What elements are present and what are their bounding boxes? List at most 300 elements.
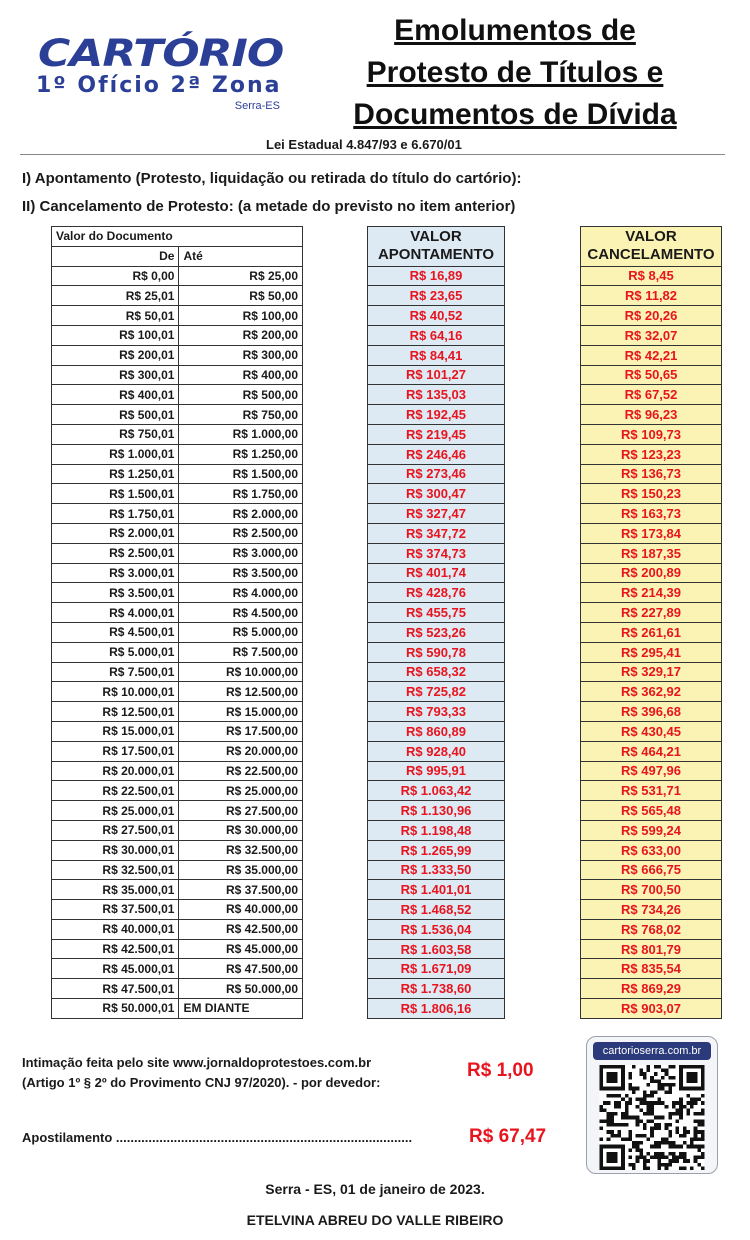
apontamento-value: R$ 860,89 [368, 721, 505, 741]
table-row [368, 286, 505, 306]
table-row [368, 365, 505, 385]
table-row [581, 919, 722, 939]
cancelamento-value: R$ 20,26 [581, 306, 722, 326]
cancelamento-value: R$ 903,07 [581, 999, 722, 1019]
range-from: R$ 300,01 [52, 365, 179, 385]
apontamento-value: R$ 455,75 [368, 603, 505, 623]
table-row [52, 543, 303, 563]
table-row [52, 603, 303, 623]
table-row [368, 761, 505, 781]
apontamento-value: R$ 192,45 [368, 405, 505, 425]
title-line-2: Protesto de Títulos e [366, 56, 664, 89]
table-row [581, 583, 722, 603]
table-row [52, 741, 303, 761]
cancelamento-value: R$ 227,89 [581, 603, 722, 623]
qr-code-icon[interactable] [597, 1065, 707, 1170]
table-row [52, 721, 303, 741]
table-row [368, 484, 505, 504]
apontamento-value: R$ 16,89 [368, 266, 505, 286]
range-from: R$ 32.500,01 [52, 860, 179, 880]
apontamento-value: R$ 1.265,99 [368, 840, 505, 860]
table-row [52, 880, 303, 900]
cancelamento-value: R$ 801,79 [581, 939, 722, 959]
table-row [368, 662, 505, 682]
cancelamento-value: R$ 42,21 [581, 345, 722, 365]
table-row [368, 266, 505, 286]
apontamento-value: R$ 246,46 [368, 444, 505, 464]
table-row [368, 860, 505, 880]
table-row [581, 266, 722, 286]
table-row [581, 999, 722, 1019]
apontamento-value: R$ 1.063,42 [368, 781, 505, 801]
apontamento-value: R$ 23,65 [368, 286, 505, 306]
apontamento-value: R$ 995,91 [368, 761, 505, 781]
range-to: R$ 12.500,00 [179, 682, 303, 702]
table-row [52, 286, 303, 306]
range-to: R$ 100,00 [179, 306, 303, 326]
table-row [581, 286, 722, 306]
range-from: R$ 30.000,01 [52, 840, 179, 860]
cancelamento-value: R$ 173,84 [581, 523, 722, 543]
apontamento-value: R$ 219,45 [368, 424, 505, 444]
apontamento-value: R$ 428,76 [368, 583, 505, 603]
apontamento-value: R$ 658,32 [368, 662, 505, 682]
cancelamento-value: R$ 187,35 [581, 543, 722, 563]
range-to: R$ 1.000,00 [179, 424, 303, 444]
cancelamento-value: R$ 768,02 [581, 919, 722, 939]
cancelamento-value: R$ 136,73 [581, 464, 722, 484]
table-row [581, 642, 722, 662]
range-from: R$ 750,01 [52, 424, 179, 444]
cancelamento-value: R$ 700,50 [581, 880, 722, 900]
apontamento-value: R$ 1.198,48 [368, 820, 505, 840]
table-row [581, 840, 722, 860]
table-row [368, 563, 505, 583]
apontamento-value: R$ 374,73 [368, 543, 505, 563]
range-to: R$ 42.500,00 [179, 919, 303, 939]
apontamento-header [368, 227, 505, 267]
table-row [581, 682, 722, 702]
range-to: R$ 7.500,00 [179, 642, 303, 662]
cancelamento-value: R$ 200,89 [581, 563, 722, 583]
range-to: R$ 200,00 [179, 325, 303, 345]
table-row [52, 919, 303, 939]
table-row [52, 424, 303, 444]
apontamento-value: R$ 1.333,50 [368, 860, 505, 880]
table-header-label: Valor do Documento [52, 227, 303, 247]
table-row [368, 801, 505, 821]
range-from: R$ 27.500,01 [52, 820, 179, 840]
table-row [52, 405, 303, 425]
table-row [52, 662, 303, 682]
table-row [581, 900, 722, 920]
apontamento-header-line-2: APONTAMENTO [377, 246, 495, 264]
cancelamento-value: R$ 32,07 [581, 325, 722, 345]
column-header-de: De [52, 246, 179, 266]
range-from: R$ 50.000,01 [52, 999, 179, 1019]
cancelamento-table [580, 226, 722, 1019]
cancelamento-value: R$ 666,75 [581, 860, 722, 880]
cancelamento-value: R$ 599,24 [581, 820, 722, 840]
cancelamento-value: R$ 869,29 [581, 979, 722, 999]
document-value-table [51, 226, 303, 1019]
table-row [581, 781, 722, 801]
range-from: R$ 17.500,01 [52, 741, 179, 761]
date-line: Serra - ES, 01 de janeiro de 2023. [265, 1181, 485, 1197]
range-to: R$ 50,00 [179, 286, 303, 306]
range-from: R$ 10.000,01 [52, 682, 179, 702]
table-row [52, 365, 303, 385]
range-to: R$ 25.000,00 [179, 781, 303, 801]
table-row [52, 504, 303, 524]
range-from: R$ 1.750,01 [52, 504, 179, 524]
apontamento-value: R$ 1.468,52 [368, 900, 505, 920]
table-row [581, 603, 722, 623]
range-to: R$ 22.500,00 [179, 761, 303, 781]
table-row [52, 563, 303, 583]
range-to: R$ 25,00 [179, 266, 303, 286]
table-row [52, 820, 303, 840]
table-row [581, 424, 722, 444]
cancelamento-value: R$ 163,73 [581, 504, 722, 524]
table-row [368, 900, 505, 920]
apontamento-value: R$ 64,16 [368, 325, 505, 345]
apontamento-value: R$ 1.130,96 [368, 801, 505, 821]
range-to: R$ 3.000,00 [179, 543, 303, 563]
apostilamento-value: R$ 67,47 [469, 1126, 547, 1147]
range-to: EM DIANTE [179, 999, 303, 1019]
apontamento-value: R$ 725,82 [368, 682, 505, 702]
range-from: R$ 3.500,01 [52, 583, 179, 603]
range-from: R$ 1.000,01 [52, 444, 179, 464]
apontamento-value: R$ 1.738,60 [368, 979, 505, 999]
range-from: R$ 20.000,01 [52, 761, 179, 781]
range-from: R$ 35.000,01 [52, 880, 179, 900]
range-to: R$ 15.000,00 [179, 702, 303, 722]
column-header-ate: Até [179, 246, 303, 266]
cancelamento-value: R$ 734,26 [581, 900, 722, 920]
table-row [52, 266, 303, 286]
table-row [368, 464, 505, 484]
cancelamento-value: R$ 362,92 [581, 682, 722, 702]
table-row [368, 682, 505, 702]
range-to: R$ 300,00 [179, 345, 303, 365]
title-line-1: Emolumentos de [394, 14, 636, 47]
law-reference: Lei Estadual 4.847/93 e 6.670/01 [266, 137, 462, 152]
apostilamento-label: Apostilamento .................................................................................. [22, 1130, 413, 1145]
table-row [581, 662, 722, 682]
table-row [368, 424, 505, 444]
table-row [581, 702, 722, 722]
cancelamento-value: R$ 396,68 [581, 702, 722, 722]
table-row [52, 583, 303, 603]
range-from: R$ 4.000,01 [52, 603, 179, 623]
range-from: R$ 42.500,01 [52, 939, 179, 959]
apontamento-value: R$ 84,41 [368, 345, 505, 365]
table-row [581, 365, 722, 385]
cancelamento-value: R$ 109,73 [581, 424, 722, 444]
apontamento-value: R$ 101,27 [368, 365, 505, 385]
range-from: R$ 25,01 [52, 286, 179, 306]
table-row [581, 543, 722, 563]
range-from: R$ 500,01 [52, 405, 179, 425]
apontamento-value: R$ 1.536,04 [368, 919, 505, 939]
range-to: R$ 45.000,00 [179, 939, 303, 959]
apontamento-header-line-1: VALOR [410, 228, 462, 246]
range-from: R$ 1.500,01 [52, 484, 179, 504]
title-line-3: Documentos de Dívida [353, 98, 677, 131]
cancelamento-value: R$ 123,23 [581, 444, 722, 464]
table-row [52, 781, 303, 801]
range-to: R$ 27.500,00 [179, 801, 303, 821]
apontamento-value: R$ 327,47 [368, 504, 505, 524]
intimacao-text [22, 1053, 380, 1093]
range-to: R$ 20.000,00 [179, 741, 303, 761]
logo-office: 1º Ofício 2ª Zona [36, 73, 282, 98]
table-row [52, 306, 303, 326]
apontamento-value: R$ 928,40 [368, 741, 505, 761]
table-row [368, 702, 505, 722]
table-row [581, 484, 722, 504]
range-from: R$ 200,01 [52, 345, 179, 365]
range-from: R$ 25.000,01 [52, 801, 179, 821]
table-row [52, 900, 303, 920]
apontamento-value: R$ 793,33 [368, 702, 505, 722]
range-to: R$ 10.000,00 [179, 662, 303, 682]
cancelamento-header-line-1: VALOR [625, 228, 677, 246]
cancelamento-value: R$ 150,23 [581, 484, 722, 504]
range-from: R$ 0,00 [52, 266, 179, 286]
intimacao-value: R$ 1,00 [467, 1060, 534, 1081]
apontamento-value: R$ 1.671,09 [368, 959, 505, 979]
table-row [52, 484, 303, 504]
table-row [52, 682, 303, 702]
table-row [52, 959, 303, 979]
table-row [368, 959, 505, 979]
table-row [368, 345, 505, 365]
cancelamento-value: R$ 565,48 [581, 801, 722, 821]
table-row [52, 761, 303, 781]
cancelamento-value: R$ 464,21 [581, 741, 722, 761]
apontamento-value: R$ 1.401,01 [368, 880, 505, 900]
range-to: R$ 35.000,00 [179, 860, 303, 880]
range-to: R$ 3.500,00 [179, 563, 303, 583]
cancelamento-value: R$ 295,41 [581, 642, 722, 662]
range-to: R$ 400,00 [179, 365, 303, 385]
range-from: R$ 12.500,01 [52, 702, 179, 722]
table-row [368, 840, 505, 860]
apontamento-value: R$ 401,74 [368, 563, 505, 583]
table-row [581, 622, 722, 642]
cancelamento-value: R$ 50,65 [581, 365, 722, 385]
cancelamento-header [581, 227, 722, 267]
qr-card[interactable] [586, 1036, 718, 1174]
table-row [368, 721, 505, 741]
table-row [368, 979, 505, 999]
range-from: R$ 37.500,01 [52, 900, 179, 920]
table-row [581, 979, 722, 999]
table-row [52, 345, 303, 365]
page-title [330, 10, 700, 136]
apontamento-value: R$ 40,52 [368, 306, 505, 326]
table-row [368, 741, 505, 761]
table-row [368, 880, 505, 900]
table-row [581, 721, 722, 741]
table-row [52, 464, 303, 484]
apontamento-value: R$ 347,72 [368, 523, 505, 543]
table-row [52, 444, 303, 464]
range-from: R$ 100,01 [52, 325, 179, 345]
table-row [52, 523, 303, 543]
divider [20, 154, 725, 155]
table-row [368, 642, 505, 662]
logo-city: Serra-ES [234, 100, 280, 112]
cartorio-logo [36, 30, 286, 120]
range-to: R$ 750,00 [179, 405, 303, 425]
range-to: R$ 4.500,00 [179, 603, 303, 623]
table-row [581, 385, 722, 405]
apontamento-value: R$ 1.603,58 [368, 939, 505, 959]
range-to: R$ 1.750,00 [179, 484, 303, 504]
table-row [368, 405, 505, 425]
table-row [52, 840, 303, 860]
range-from: R$ 2.000,01 [52, 523, 179, 543]
table-row [581, 939, 722, 959]
table-row [52, 642, 303, 662]
range-to: R$ 32.500,00 [179, 840, 303, 860]
cancelamento-value: R$ 329,17 [581, 662, 722, 682]
range-from: R$ 15.000,01 [52, 721, 179, 741]
table-row [368, 622, 505, 642]
range-to: R$ 47.500,00 [179, 959, 303, 979]
logo-wordmark: CARTÓRIO [38, 32, 284, 76]
range-to: R$ 30.000,00 [179, 820, 303, 840]
range-to: R$ 50.000,00 [179, 979, 303, 999]
table-row [368, 999, 505, 1019]
range-from: R$ 3.000,01 [52, 563, 179, 583]
range-to: R$ 500,00 [179, 385, 303, 405]
range-from: R$ 5.000,01 [52, 642, 179, 662]
table-row [581, 444, 722, 464]
table-row [581, 523, 722, 543]
table-row [581, 405, 722, 425]
apontamento-value: R$ 273,46 [368, 464, 505, 484]
table-row [52, 999, 303, 1019]
item-cancelamento: II) Cancelamento de Protesto: (a metade do previsto no item anterior) [22, 198, 516, 215]
range-from: R$ 7.500,01 [52, 662, 179, 682]
table-row [52, 702, 303, 722]
cancelamento-value: R$ 214,39 [581, 583, 722, 603]
table-row [368, 444, 505, 464]
range-from: R$ 47.500,01 [52, 979, 179, 999]
table-row [368, 820, 505, 840]
range-to: R$ 2.500,00 [179, 523, 303, 543]
cancelamento-value: R$ 8,45 [581, 266, 722, 286]
intimacao-line-1: Intimação feita pelo site www.jornaldoprotestoes.com.br [22, 1055, 372, 1070]
cancelamento-value: R$ 96,23 [581, 405, 722, 425]
range-from: R$ 50,01 [52, 306, 179, 326]
range-to: R$ 40.000,00 [179, 900, 303, 920]
table-row [52, 979, 303, 999]
cancelamento-value: R$ 261,61 [581, 622, 722, 642]
table-row [52, 801, 303, 821]
table-row [368, 603, 505, 623]
cancelamento-value: R$ 430,45 [581, 721, 722, 741]
table-row [581, 306, 722, 326]
table-row [368, 919, 505, 939]
table-row [581, 880, 722, 900]
range-from: R$ 400,01 [52, 385, 179, 405]
table-row [368, 385, 505, 405]
table-row [368, 325, 505, 345]
range-to: R$ 1.500,00 [179, 464, 303, 484]
website-label[interactable]: cartorioserra.com.br [593, 1042, 711, 1060]
apontamento-value: R$ 590,78 [368, 642, 505, 662]
table-row [581, 563, 722, 583]
range-to: R$ 5.000,00 [179, 622, 303, 642]
table-row [52, 325, 303, 345]
table-row [581, 820, 722, 840]
table-row [52, 939, 303, 959]
table-row [368, 781, 505, 801]
cancelamento-value: R$ 835,54 [581, 959, 722, 979]
range-from: R$ 4.500,01 [52, 622, 179, 642]
table-row [52, 622, 303, 642]
range-to: R$ 37.500,00 [179, 880, 303, 900]
table-row [581, 959, 722, 979]
table-row [581, 801, 722, 821]
cancelamento-value: R$ 11,82 [581, 286, 722, 306]
table-row [368, 306, 505, 326]
apontamento-value: R$ 300,47 [368, 484, 505, 504]
range-from: R$ 40.000,01 [52, 919, 179, 939]
range-to: R$ 4.000,00 [179, 583, 303, 603]
table-row [581, 761, 722, 781]
table-row [368, 583, 505, 603]
cancelamento-value: R$ 531,71 [581, 781, 722, 801]
table-row [581, 345, 722, 365]
table-row [581, 504, 722, 524]
intimacao-line-2: (Artigo 1º § 2º do Provimento CNJ 97/2020). - por devedor: [22, 1075, 381, 1090]
signature-name: ETELVINA ABREU DO VALLE RIBEIRO [246, 1212, 504, 1228]
cancelamento-header-line-2: CANCELAMENTO [587, 246, 715, 264]
table-row [581, 325, 722, 345]
range-from: R$ 45.000,01 [52, 959, 179, 979]
cancelamento-value: R$ 633,00 [581, 840, 722, 860]
table-row [368, 523, 505, 543]
table-row [52, 385, 303, 405]
range-to: R$ 17.500,00 [179, 721, 303, 741]
range-from: R$ 2.500,01 [52, 543, 179, 563]
table-row [368, 504, 505, 524]
table-row [581, 464, 722, 484]
table-row [581, 741, 722, 761]
range-to: R$ 1.250,00 [179, 444, 303, 464]
table-row [368, 939, 505, 959]
table-row [368, 543, 505, 563]
cancelamento-value: R$ 67,52 [581, 385, 722, 405]
item-apontamento: I) Apontamento (Protesto, liquidação ou retirada do título do cartório): [22, 170, 522, 187]
table-row [52, 860, 303, 880]
cancelamento-value: R$ 497,96 [581, 761, 722, 781]
apontamento-value: R$ 523,26 [368, 622, 505, 642]
apontamento-value: R$ 135,03 [368, 385, 505, 405]
table-row [581, 860, 722, 880]
range-from: R$ 22.500,01 [52, 781, 179, 801]
range-from: R$ 1.250,01 [52, 464, 179, 484]
apontamento-value: R$ 1.806,16 [368, 999, 505, 1019]
range-to: R$ 2.000,00 [179, 504, 303, 524]
